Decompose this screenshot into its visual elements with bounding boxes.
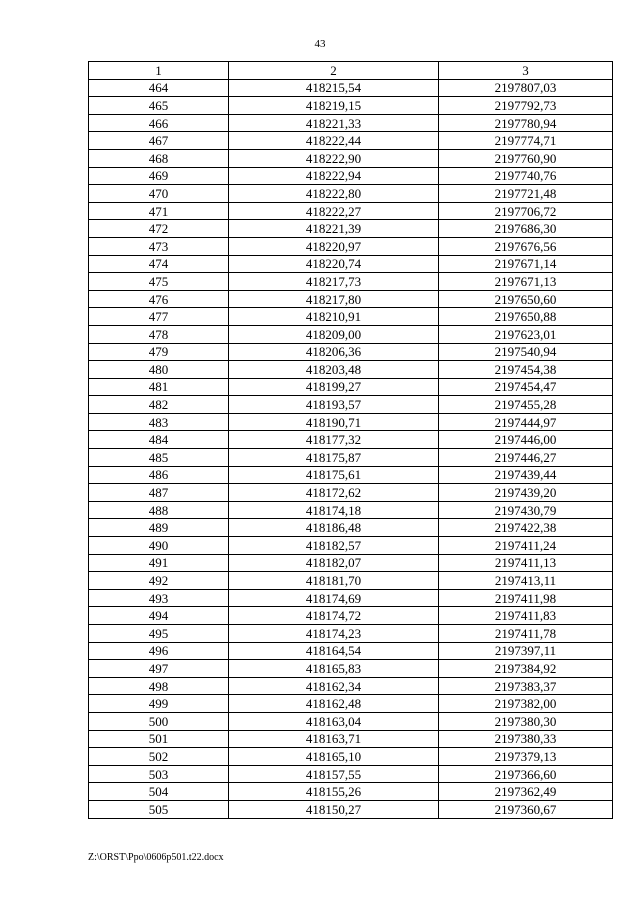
coordinate-x-cell: 418163,71	[229, 730, 439, 748]
point-number-cell: 469	[89, 167, 229, 185]
coordinate-x-cell: 418222,90	[229, 149, 439, 167]
coordinate-x-cell: 418215,54	[229, 79, 439, 97]
coordinate-y-cell: 2197706,72	[439, 202, 613, 220]
point-number-cell: 480	[89, 361, 229, 379]
table-row	[89, 730, 613, 748]
table-row	[89, 308, 613, 326]
coordinate-y-cell: 2197446,27	[439, 449, 613, 467]
coordinate-y-cell: 2197382,00	[439, 695, 613, 713]
coordinate-y-cell: 2197444,97	[439, 413, 613, 431]
table-row	[89, 97, 613, 115]
coordinate-x-cell: 418220,97	[229, 237, 439, 255]
table-row	[89, 589, 613, 607]
table-row	[89, 572, 613, 590]
coordinate-x-cell: 418190,71	[229, 413, 439, 431]
table-row	[89, 625, 613, 643]
table-row	[89, 748, 613, 766]
coordinate-x-cell: 418222,80	[229, 185, 439, 203]
point-number-cell: 492	[89, 572, 229, 590]
table-row	[89, 537, 613, 555]
coordinate-y-cell: 2197366,60	[439, 765, 613, 783]
table-row	[89, 167, 613, 185]
coordinate-y-cell: 2197411,83	[439, 607, 613, 625]
coordinate-x-cell: 418219,15	[229, 97, 439, 115]
coordinate-y-cell: 2197430,79	[439, 501, 613, 519]
table-row	[89, 114, 613, 132]
coordinate-y-cell: 2197411,24	[439, 537, 613, 555]
table-row	[89, 273, 613, 291]
point-number-cell: 495	[89, 625, 229, 643]
table-row	[89, 185, 613, 203]
table-row	[89, 361, 613, 379]
table-row	[89, 149, 613, 167]
point-number-cell: 475	[89, 273, 229, 291]
point-number-cell: 464	[89, 79, 229, 97]
table-row	[89, 765, 613, 783]
table-row	[89, 431, 613, 449]
coordinate-y-cell: 2197760,90	[439, 149, 613, 167]
point-number-cell: 478	[89, 325, 229, 343]
coordinate-y-cell: 2197413,11	[439, 572, 613, 590]
table-row	[89, 132, 613, 150]
coordinate-x-cell: 418221,39	[229, 220, 439, 238]
coordinate-x-cell: 418222,44	[229, 132, 439, 150]
point-number-cell: 481	[89, 378, 229, 396]
coordinate-y-cell: 2197411,98	[439, 589, 613, 607]
coordinate-y-cell: 2197439,20	[439, 484, 613, 502]
point-number-cell: 484	[89, 431, 229, 449]
coordinate-y-cell: 2197455,28	[439, 396, 613, 414]
coordinate-y-cell: 2197397,11	[439, 642, 613, 660]
table-row	[89, 554, 613, 572]
table-row	[89, 501, 613, 519]
point-number-cell: 479	[89, 343, 229, 361]
coordinate-y-cell: 2197380,33	[439, 730, 613, 748]
point-number-cell: 470	[89, 185, 229, 203]
coordinate-x-cell: 418174,72	[229, 607, 439, 625]
table-row	[89, 79, 613, 97]
coordinate-x-cell: 418175,87	[229, 449, 439, 467]
coordinate-x-cell: 418162,48	[229, 695, 439, 713]
coordinate-x-cell: 418210,91	[229, 308, 439, 326]
coordinate-y-cell: 2197454,38	[439, 361, 613, 379]
table-row	[89, 378, 613, 396]
column-header-1: 1	[89, 62, 229, 80]
point-number-cell: 489	[89, 519, 229, 537]
coordinate-x-cell: 418222,27	[229, 202, 439, 220]
table-row	[89, 783, 613, 801]
coordinate-x-cell: 418182,07	[229, 554, 439, 572]
coordinate-x-cell: 418162,34	[229, 677, 439, 695]
table-header	[89, 62, 613, 80]
coordinate-y-cell: 2197671,13	[439, 273, 613, 291]
coordinate-y-cell: 2197379,13	[439, 748, 613, 766]
coordinate-x-cell: 418165,10	[229, 748, 439, 766]
point-number-cell: 482	[89, 396, 229, 414]
point-number-cell: 488	[89, 501, 229, 519]
point-number-cell: 477	[89, 308, 229, 326]
point-number-cell: 504	[89, 783, 229, 801]
coordinate-x-cell: 418217,80	[229, 290, 439, 308]
footer-file-path: Z:\ORST\Ppo\0606p501.t22.docx	[88, 852, 224, 863]
coordinate-y-cell: 2197360,67	[439, 800, 613, 818]
point-number-cell: 493	[89, 589, 229, 607]
coordinate-x-cell: 418164,54	[229, 642, 439, 660]
coordinate-y-cell: 2197411,13	[439, 554, 613, 572]
point-number-cell: 499	[89, 695, 229, 713]
point-number-cell: 498	[89, 677, 229, 695]
coordinate-y-cell: 2197774,71	[439, 132, 613, 150]
point-number-cell: 503	[89, 765, 229, 783]
coordinate-x-cell: 418175,61	[229, 466, 439, 484]
coordinate-y-cell: 2197686,30	[439, 220, 613, 238]
table-row	[89, 202, 613, 220]
coordinate-x-cell: 418165,83	[229, 660, 439, 678]
point-number-cell: 505	[89, 800, 229, 818]
table-row	[89, 325, 613, 343]
table-row	[89, 237, 613, 255]
coordinate-x-cell: 418220,74	[229, 255, 439, 273]
coordinate-y-cell: 2197439,44	[439, 466, 613, 484]
coordinate-y-cell: 2197384,92	[439, 660, 613, 678]
point-number-cell: 494	[89, 607, 229, 625]
table-row	[89, 449, 613, 467]
table-row	[89, 712, 613, 730]
coordinate-x-cell: 418181,70	[229, 572, 439, 590]
coordinate-x-cell: 418174,18	[229, 501, 439, 519]
coordinate-y-cell: 2197807,03	[439, 79, 613, 97]
point-number-cell: 472	[89, 220, 229, 238]
table-row	[89, 255, 613, 273]
point-number-cell: 491	[89, 554, 229, 572]
point-number-cell: 465	[89, 97, 229, 115]
point-number-cell: 476	[89, 290, 229, 308]
coordinate-y-cell: 2197411,78	[439, 625, 613, 643]
table-row	[89, 413, 613, 431]
coordinate-y-cell: 2197380,30	[439, 712, 613, 730]
point-number-cell: 467	[89, 132, 229, 150]
coordinate-x-cell: 418155,26	[229, 783, 439, 801]
coordinates-table	[88, 61, 613, 819]
table-row	[89, 220, 613, 238]
point-number-cell: 466	[89, 114, 229, 132]
coordinate-x-cell: 418163,04	[229, 712, 439, 730]
coordinate-x-cell: 418157,55	[229, 765, 439, 783]
point-number-cell: 496	[89, 642, 229, 660]
point-number-cell: 474	[89, 255, 229, 273]
table-row	[89, 607, 613, 625]
coordinate-y-cell: 2197721,48	[439, 185, 613, 203]
coordinate-y-cell: 2197623,01	[439, 325, 613, 343]
coordinate-x-cell: 418193,57	[229, 396, 439, 414]
coordinate-x-cell: 418174,23	[229, 625, 439, 643]
point-number-cell: 483	[89, 413, 229, 431]
coordinate-y-cell: 2197362,49	[439, 783, 613, 801]
coordinate-x-cell: 418177,32	[229, 431, 439, 449]
table-row	[89, 800, 613, 818]
table-row	[89, 484, 613, 502]
coordinate-x-cell: 418222,94	[229, 167, 439, 185]
coordinate-y-cell: 2197650,88	[439, 308, 613, 326]
point-number-cell: 486	[89, 466, 229, 484]
table-row	[89, 519, 613, 537]
coordinate-y-cell: 2197422,38	[439, 519, 613, 537]
point-number-cell: 471	[89, 202, 229, 220]
coordinate-y-cell: 2197740,76	[439, 167, 613, 185]
page-number: 43	[314, 38, 326, 50]
table-row	[89, 466, 613, 484]
coordinate-y-cell: 2197383,37	[439, 677, 613, 695]
coordinate-x-cell: 418203,48	[229, 361, 439, 379]
coordinate-x-cell: 418182,57	[229, 537, 439, 555]
coordinate-y-cell: 2197650,60	[439, 290, 613, 308]
table-row	[89, 660, 613, 678]
coordinate-y-cell: 2197540,94	[439, 343, 613, 361]
table-row	[89, 677, 613, 695]
coordinate-y-cell: 2197454,47	[439, 378, 613, 396]
point-number-cell: 487	[89, 484, 229, 502]
point-number-cell: 468	[89, 149, 229, 167]
coordinate-x-cell: 418186,48	[229, 519, 439, 537]
coordinate-x-cell: 418217,73	[229, 273, 439, 291]
coordinate-x-cell: 418172,62	[229, 484, 439, 502]
point-number-cell: 500	[89, 712, 229, 730]
coordinate-x-cell: 418221,33	[229, 114, 439, 132]
point-number-cell: 497	[89, 660, 229, 678]
table-row	[89, 642, 613, 660]
table-row	[89, 396, 613, 414]
coordinate-y-cell: 2197780,94	[439, 114, 613, 132]
header-row	[89, 62, 613, 80]
point-number-cell: 485	[89, 449, 229, 467]
coordinate-y-cell: 2197671,14	[439, 255, 613, 273]
point-number-cell: 502	[89, 748, 229, 766]
coordinate-y-cell: 2197676,56	[439, 237, 613, 255]
point-number-cell: 490	[89, 537, 229, 555]
coordinate-x-cell: 418199,27	[229, 378, 439, 396]
coordinate-x-cell: 418174,69	[229, 589, 439, 607]
coordinate-x-cell: 418206,36	[229, 343, 439, 361]
point-number-cell: 501	[89, 730, 229, 748]
table-body	[89, 79, 613, 818]
table-row	[89, 290, 613, 308]
column-header-2: 2	[229, 62, 439, 80]
table-row	[89, 695, 613, 713]
coordinate-y-cell: 2197446,00	[439, 431, 613, 449]
coordinate-x-cell: 418209,00	[229, 325, 439, 343]
coordinate-x-cell: 418150,27	[229, 800, 439, 818]
table-row	[89, 343, 613, 361]
point-number-cell: 473	[89, 237, 229, 255]
coordinate-y-cell: 2197792,73	[439, 97, 613, 115]
column-header-3: 3	[439, 62, 613, 80]
